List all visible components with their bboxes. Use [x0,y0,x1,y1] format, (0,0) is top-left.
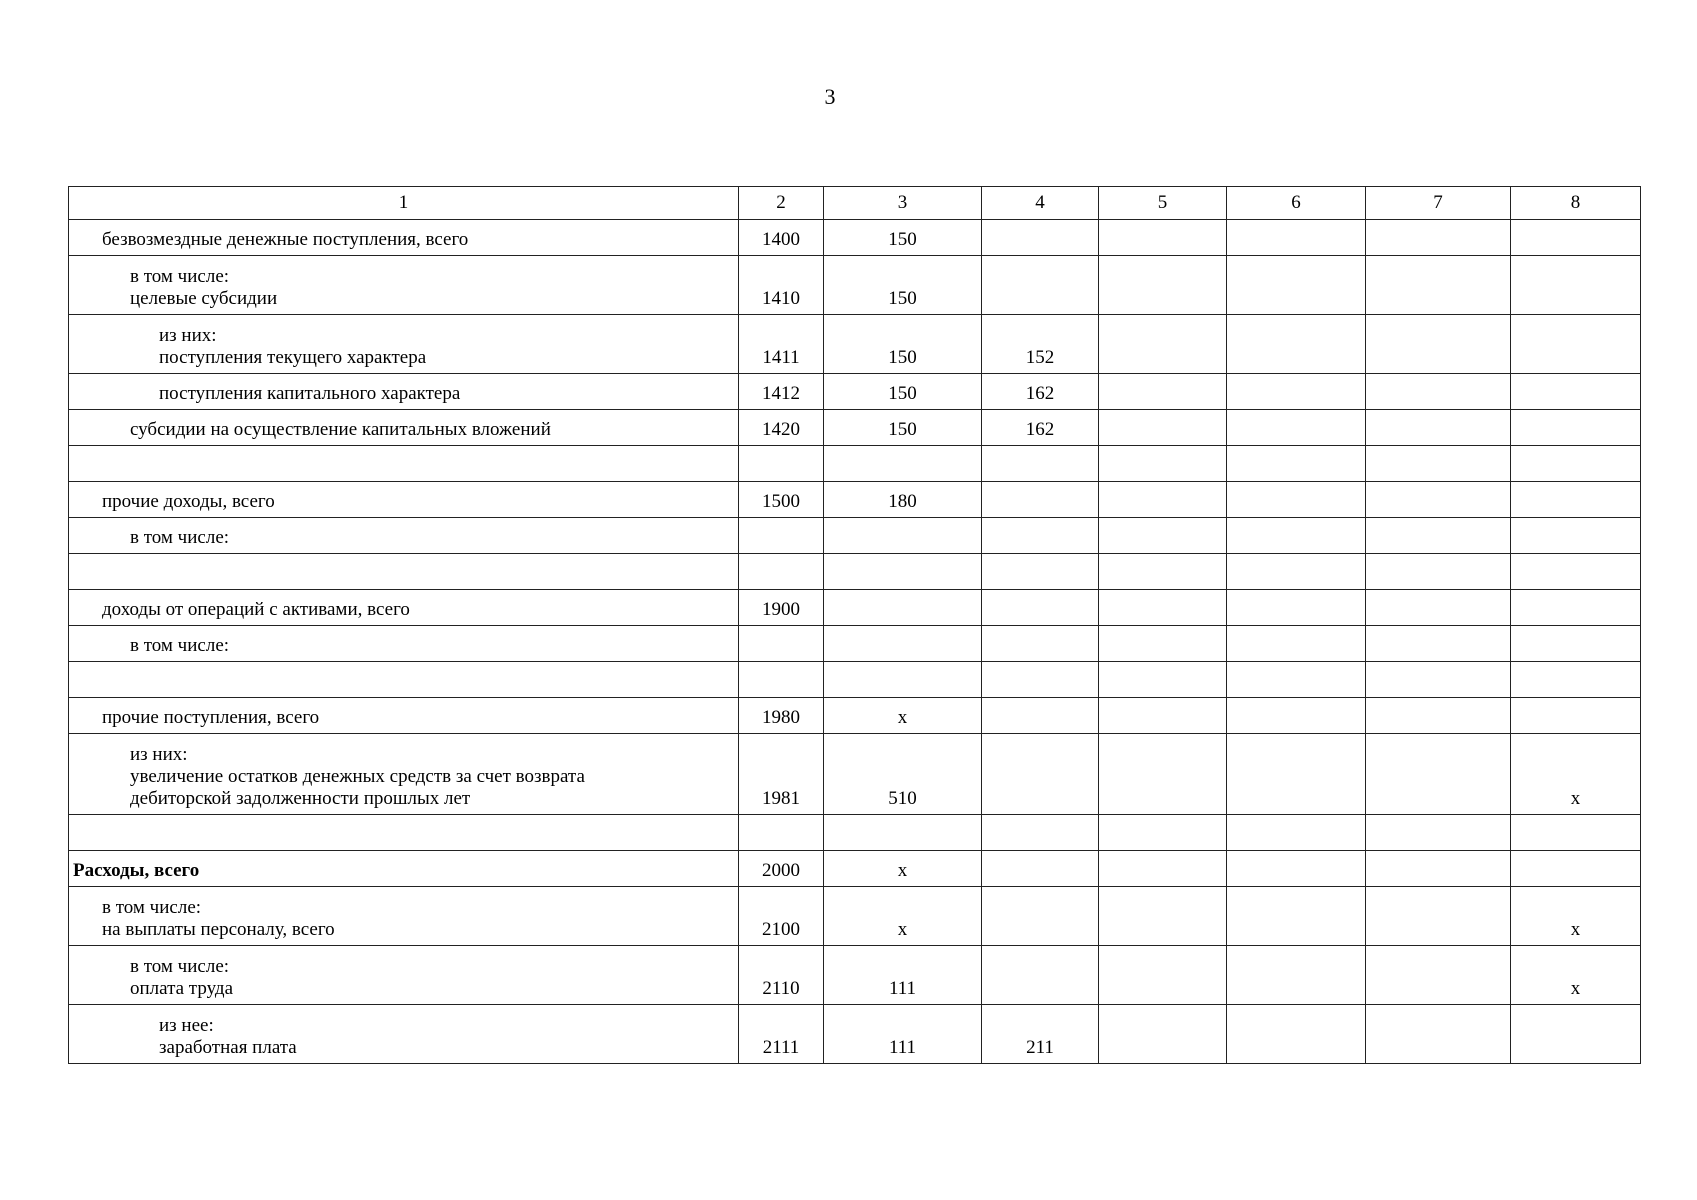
column-header: 5 [1099,187,1227,220]
row-code-cell: 1981 [739,734,824,815]
indicator-name-line: увеличение остатков денежных средств за счет возврата [130,766,585,787]
column-3-cell: x [824,851,982,887]
table-row [69,946,1641,1005]
table-row [69,734,1641,815]
column-6-cell [1227,590,1366,626]
column-5-cell [1099,446,1227,482]
column-8-cell [1511,410,1641,446]
column-7-cell [1366,256,1511,315]
column-4-cell [982,887,1099,946]
table-row [69,410,1641,446]
table-row [69,482,1641,518]
row-code-cell [739,662,824,698]
column-5-cell [1099,410,1227,446]
row-code-cell: 1400 [739,220,824,256]
column-3-cell: 150 [824,256,982,315]
column-number-row [69,187,1641,220]
table-row [69,590,1641,626]
row-code-cell: 1410 [739,256,824,315]
column-3-cell: 150 [824,374,982,410]
indicator-name-cell [69,734,739,815]
column-header: 4 [982,187,1099,220]
row-code-cell: 2110 [739,946,824,1005]
indicator-name-line: в том числе: [130,527,230,548]
column-7-cell [1366,446,1511,482]
indicator-name-line [102,824,734,846]
column-7-cell [1366,887,1511,946]
column-header: 3 [824,187,982,220]
column-header: 2 [739,187,824,220]
indicator-name-line: дебиторской задолженности прошлых лет [130,788,471,809]
indicator-name-cell [69,851,739,887]
row-code-cell [739,815,824,851]
row-code-cell: 2000 [739,851,824,887]
indicator-name-line: из них: [159,325,217,346]
table-row [69,220,1641,256]
column-7-cell [1366,698,1511,734]
indicator-name-line: целевые субсидии [130,288,278,309]
column-4-cell: 152 [982,315,1099,374]
column-5-cell [1099,482,1227,518]
column-6-cell [1227,482,1366,518]
column-5-cell [1099,374,1227,410]
indicator-name-line: безвозмездные денежные поступления, всего [102,229,469,250]
column-4-cell [982,946,1099,1005]
column-5-cell [1099,698,1227,734]
indicator-name-cell [69,315,739,374]
indicator-name-line: в том числе: [130,956,230,977]
indicator-name-cell [69,220,739,256]
column-4-cell [982,256,1099,315]
column-header: 6 [1227,187,1366,220]
column-7-cell [1366,315,1511,374]
column-3-cell [824,590,982,626]
column-header: 8 [1511,187,1641,220]
row-code-cell [739,446,824,482]
table-row [69,626,1641,662]
column-5-cell [1099,815,1227,851]
column-4-cell [982,554,1099,590]
column-5-cell [1099,887,1227,946]
indicator-name-line: в том числе: [102,897,202,918]
column-4-cell [982,518,1099,554]
row-code-cell: 1980 [739,698,824,734]
column-4-cell [982,698,1099,734]
row-code-cell: 1420 [739,410,824,446]
column-8-cell [1511,374,1641,410]
indicator-name-cell [69,1005,739,1064]
column-6-cell [1227,410,1366,446]
column-8-cell [1511,626,1641,662]
indicator-name-line: оплата труда [130,978,233,999]
column-4-cell: 162 [982,374,1099,410]
column-3-cell: x [824,698,982,734]
column-8-cell [1511,220,1641,256]
column-3-cell: 150 [824,220,982,256]
indicator-name-cell [69,887,739,946]
column-7-cell [1366,734,1511,815]
column-3-cell [824,446,982,482]
column-6-cell [1227,815,1366,851]
row-code-cell [739,626,824,662]
row-code-cell: 1900 [739,590,824,626]
column-5-cell [1099,734,1227,815]
indicator-name-line: Расходы, всего [73,860,200,881]
row-code-cell: 1411 [739,315,824,374]
indicator-name-line [102,455,734,477]
column-7-cell [1366,482,1511,518]
table-row [69,315,1641,374]
indicator-name-line: поступления текущего характера [159,347,427,368]
column-5-cell [1099,256,1227,315]
row-code-cell [739,518,824,554]
budget-table [68,186,1641,1064]
column-7-cell [1366,946,1511,1005]
column-5-cell [1099,946,1227,1005]
column-5-cell [1099,554,1227,590]
indicator-name-cell [69,554,739,590]
column-3-cell: x [824,887,982,946]
column-4-cell [982,815,1099,851]
column-6-cell [1227,946,1366,1005]
column-8-cell [1511,590,1641,626]
row-code-cell: 2111 [739,1005,824,1064]
indicator-name-cell [69,698,739,734]
table-row [69,446,1641,482]
column-3-cell: 150 [824,410,982,446]
column-8-cell [1511,315,1641,374]
column-7-cell [1366,518,1511,554]
column-5-cell [1099,1005,1227,1064]
column-6-cell [1227,256,1366,315]
table-row [69,851,1641,887]
column-7-cell [1366,626,1511,662]
column-7-cell [1366,220,1511,256]
column-5-cell [1099,662,1227,698]
column-6-cell [1227,446,1366,482]
column-7-cell [1366,554,1511,590]
indicator-name-line [102,671,734,693]
column-3-cell [824,554,982,590]
column-header: 1 [69,187,739,220]
column-3-cell [824,518,982,554]
table-body [69,220,1641,1064]
indicator-name-line: на выплаты персоналу, всего [102,919,335,940]
column-6-cell [1227,662,1366,698]
column-6-cell [1227,518,1366,554]
column-8-cell: x [1511,946,1641,1005]
column-6-cell [1227,1005,1366,1064]
column-4-cell [982,220,1099,256]
column-8-cell [1511,815,1641,851]
table-row [69,887,1641,946]
column-3-cell: 111 [824,946,982,1005]
column-3-cell [824,662,982,698]
column-8-cell [1511,446,1641,482]
column-4-cell [982,851,1099,887]
column-8-cell [1511,698,1641,734]
indicator-name-cell [69,815,739,851]
column-7-cell [1366,410,1511,446]
column-6-cell [1227,698,1366,734]
column-4-cell: 211 [982,1005,1099,1064]
row-code-cell [739,554,824,590]
column-6-cell [1227,554,1366,590]
column-8-cell [1511,554,1641,590]
indicator-name-cell [69,946,739,1005]
column-3-cell [824,815,982,851]
indicator-name-line: доходы от операций с активами, всего [102,599,410,620]
indicator-name-line: прочие поступления, всего [102,707,320,728]
column-3-cell: 111 [824,1005,982,1064]
column-8-cell: x [1511,734,1641,815]
column-6-cell [1227,626,1366,662]
column-8-cell [1511,851,1641,887]
indicator-name-line: субсидии на осуществление капитальных вложений [130,419,551,440]
indicator-name-line: в том числе: [130,635,230,656]
column-6-cell [1227,374,1366,410]
indicator-name-line: заработная плата [159,1037,297,1058]
column-4-cell [982,626,1099,662]
column-4-cell [982,446,1099,482]
page-number: 3 [824,84,836,109]
column-8-cell: x [1511,887,1641,946]
table-row [69,662,1641,698]
table-row [69,1005,1641,1064]
column-4-cell [982,590,1099,626]
indicator-name-line: из них: [130,744,188,765]
table-row [69,374,1641,410]
column-4-cell [982,662,1099,698]
column-6-cell [1227,851,1366,887]
indicator-name-cell [69,446,739,482]
column-8-cell [1511,256,1641,315]
column-5-cell [1099,315,1227,374]
column-8-cell [1511,518,1641,554]
column-5-cell [1099,220,1227,256]
column-8-cell [1511,662,1641,698]
row-code-cell: 2100 [739,887,824,946]
table-row [69,815,1641,851]
column-6-cell [1227,220,1366,256]
column-4-cell [982,482,1099,518]
indicator-name-line: из нее: [159,1015,214,1036]
column-8-cell [1511,482,1641,518]
indicator-name-line: в том числе: [130,266,230,287]
column-3-cell: 150 [824,315,982,374]
table-row [69,554,1641,590]
column-5-cell [1099,626,1227,662]
indicator-name-cell [69,410,739,446]
indicator-name-line: поступления капитального характера [159,383,461,404]
column-3-cell: 510 [824,734,982,815]
column-6-cell [1227,315,1366,374]
column-8-cell [1511,1005,1641,1064]
column-7-cell [1366,851,1511,887]
indicator-name-cell [69,256,739,315]
column-3-cell [824,626,982,662]
table-row [69,698,1641,734]
row-code-cell: 1500 [739,482,824,518]
column-5-cell [1099,590,1227,626]
column-4-cell: 162 [982,410,1099,446]
indicator-name-cell [69,590,739,626]
indicator-name-cell [69,518,739,554]
column-4-cell [982,734,1099,815]
column-7-cell [1366,662,1511,698]
column-7-cell [1366,815,1511,851]
column-5-cell [1099,851,1227,887]
column-5-cell [1099,518,1227,554]
indicator-name-cell [69,374,739,410]
table-row [69,256,1641,315]
indicator-name-line [102,563,734,585]
column-header: 7 [1366,187,1511,220]
column-3-cell: 180 [824,482,982,518]
column-6-cell [1227,887,1366,946]
table-row [69,518,1641,554]
indicator-name-cell [69,662,739,698]
indicator-name-line: прочие доходы, всего [102,491,275,512]
indicator-name-cell [69,482,739,518]
indicator-name-cell [69,626,739,662]
column-7-cell [1366,590,1511,626]
column-7-cell [1366,374,1511,410]
row-code-cell: 1412 [739,374,824,410]
column-7-cell [1366,1005,1511,1064]
column-6-cell [1227,734,1366,815]
